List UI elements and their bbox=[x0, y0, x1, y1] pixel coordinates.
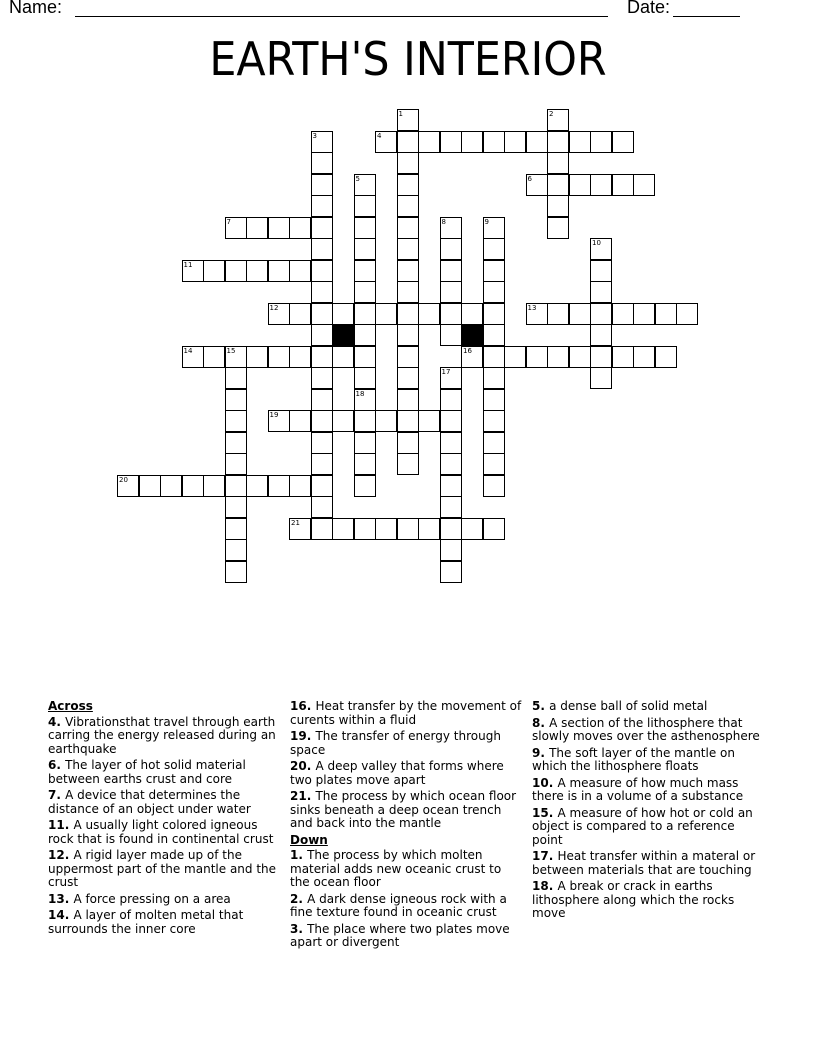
grid-cell[interactable] bbox=[418, 518, 440, 540]
clue-item bbox=[48, 909, 282, 936]
grid-cell[interactable] bbox=[526, 303, 548, 325]
clue-number-label: 1. bbox=[290, 848, 308, 862]
grid-cell[interactable] bbox=[311, 432, 333, 454]
clue-number-label: 11. bbox=[48, 818, 74, 832]
clue-text: A dark dense igneous rock with a fine texture found in oceanic crust bbox=[290, 891, 507, 919]
grid-cell[interactable] bbox=[440, 475, 462, 497]
grid-cell[interactable] bbox=[311, 281, 333, 303]
grid-cell[interactable] bbox=[354, 281, 376, 303]
grid-cell[interactable] bbox=[311, 496, 333, 518]
grid-cell[interactable] bbox=[225, 518, 247, 540]
grid-cell[interactable] bbox=[612, 303, 634, 325]
section-heading: Down bbox=[290, 832, 328, 847]
clue-text: The process by which ocean floor sinks beneath a deep ocean trench and back into the mantle bbox=[290, 789, 517, 830]
clue-number: 13 bbox=[527, 303, 537, 312]
grid-cell[interactable] bbox=[483, 238, 505, 260]
grid-cell[interactable] bbox=[397, 324, 419, 346]
clue-item bbox=[48, 759, 282, 786]
clue-text: The transfer of energy through space bbox=[290, 729, 501, 757]
grid-cell[interactable] bbox=[354, 518, 376, 540]
grid-cell[interactable] bbox=[569, 174, 591, 196]
grid-cell[interactable] bbox=[461, 346, 483, 368]
grid-cell[interactable] bbox=[311, 174, 333, 196]
grid-cell[interactable] bbox=[676, 303, 698, 325]
grid-cell[interactable] bbox=[483, 303, 505, 325]
grid-cell[interactable] bbox=[311, 217, 333, 239]
grid-cell[interactable] bbox=[397, 346, 419, 368]
grid-cell[interactable] bbox=[655, 346, 677, 368]
grid-cell[interactable] bbox=[354, 195, 376, 217]
black-cell bbox=[332, 324, 354, 346]
grid-cell[interactable] bbox=[590, 238, 612, 260]
clue-item bbox=[532, 880, 766, 921]
clue-item bbox=[290, 893, 524, 920]
grid-cell[interactable] bbox=[461, 303, 483, 325]
grid-cell[interactable] bbox=[483, 389, 505, 411]
grid-cell[interactable] bbox=[569, 303, 591, 325]
clue-number: 18 bbox=[355, 389, 365, 398]
grid-cell[interactable] bbox=[547, 109, 569, 131]
grid-cell[interactable] bbox=[354, 475, 376, 497]
grid-cell[interactable] bbox=[268, 260, 290, 282]
clue-text: Vibrationsthat travel through earth carring the energy released during an earthquake bbox=[48, 714, 276, 756]
grid-cell[interactable] bbox=[311, 195, 333, 217]
clue-number: 16 bbox=[463, 346, 472, 355]
grid-cell[interactable] bbox=[289, 475, 311, 497]
clue-number: 1 bbox=[398, 110, 403, 118]
grid-cell[interactable] bbox=[225, 496, 247, 518]
clue-text: A section of the lithosphere that slowly moves over the asthenosphere bbox=[532, 715, 760, 743]
clue-number-label: 12. bbox=[48, 848, 74, 862]
grid-cell[interactable] bbox=[311, 303, 333, 325]
grid-cell[interactable] bbox=[633, 346, 655, 368]
grid-cell[interactable] bbox=[440, 238, 462, 260]
clue-item bbox=[532, 777, 766, 804]
grid-cell[interactable] bbox=[332, 410, 354, 432]
clue-item bbox=[290, 790, 524, 831]
grid-cell[interactable] bbox=[440, 131, 462, 153]
grid-cell[interactable] bbox=[311, 410, 333, 432]
grid-cell[interactable] bbox=[440, 539, 462, 561]
grid-cell[interactable] bbox=[311, 389, 333, 411]
clue-item bbox=[532, 850, 766, 877]
clue-item bbox=[532, 717, 766, 744]
grid-cell[interactable] bbox=[354, 346, 376, 368]
grid-cell[interactable] bbox=[590, 281, 612, 303]
grid-cell[interactable] bbox=[225, 260, 247, 282]
grid-cell[interactable] bbox=[440, 367, 462, 389]
name-label: Name: bbox=[9, 0, 63, 17]
clue-number-label: 14. bbox=[48, 908, 74, 922]
grid-cell[interactable] bbox=[612, 174, 634, 196]
grid-cell[interactable] bbox=[332, 518, 354, 540]
grid-cell[interactable] bbox=[332, 303, 354, 325]
clue-number: 3 bbox=[312, 131, 317, 140]
clue-number-label: 4. bbox=[48, 714, 66, 729]
grid-cell[interactable] bbox=[590, 324, 612, 346]
clue-item bbox=[48, 789, 282, 816]
grid-cell[interactable] bbox=[440, 453, 462, 475]
grid-cell[interactable] bbox=[440, 432, 462, 454]
grid-cell[interactable] bbox=[483, 131, 505, 153]
grid-cell[interactable] bbox=[225, 367, 247, 389]
grid-cell[interactable] bbox=[397, 217, 419, 239]
grid-cell[interactable] bbox=[182, 260, 204, 282]
grid-cell[interactable] bbox=[418, 303, 440, 325]
grid-cell[interactable] bbox=[375, 410, 397, 432]
clue-column-3 bbox=[532, 700, 766, 924]
grid-cell[interactable] bbox=[225, 389, 247, 411]
grid-cell[interactable] bbox=[483, 217, 505, 239]
grid-cell[interactable] bbox=[397, 109, 419, 131]
grid-cell[interactable] bbox=[483, 518, 505, 540]
clue-text: A break or crack in earths lithosphere along which the rocks move bbox=[532, 879, 735, 920]
grid-cell[interactable] bbox=[590, 303, 612, 325]
grid-cell[interactable] bbox=[547, 217, 569, 239]
grid-cell[interactable] bbox=[440, 303, 462, 325]
grid-cell[interactable] bbox=[354, 367, 376, 389]
grid-cell[interactable] bbox=[397, 195, 419, 217]
grid-cell[interactable] bbox=[655, 303, 677, 325]
grid-cell[interactable] bbox=[440, 561, 462, 583]
clue-number: 19 bbox=[269, 411, 279, 419]
clue-item bbox=[48, 893, 282, 907]
clue-number-label: 8. bbox=[532, 715, 550, 730]
clue-text: A device that determines the distance of an object under water bbox=[48, 788, 251, 816]
clue-column-1 bbox=[48, 700, 282, 939]
clue-number: 10 bbox=[592, 239, 601, 247]
clue-number-label: 2. bbox=[290, 891, 308, 906]
grid-cell[interactable] bbox=[268, 410, 290, 432]
grid-cell[interactable] bbox=[311, 367, 333, 389]
clue-text: The place where two plates move apart or divergent bbox=[290, 921, 510, 949]
grid-cell[interactable] bbox=[354, 260, 376, 282]
clue-text: The layer of hot solid material between earths crust and core bbox=[48, 758, 246, 786]
grid-cell[interactable] bbox=[397, 152, 419, 174]
grid-cell[interactable] bbox=[633, 303, 655, 325]
clue-number: 14 bbox=[183, 346, 193, 355]
clue-number-label: 7. bbox=[48, 788, 66, 802]
grid-cell[interactable] bbox=[440, 410, 462, 432]
clue-item bbox=[532, 747, 766, 774]
clue-number: 15 bbox=[226, 346, 236, 355]
grid-cell[interactable] bbox=[268, 346, 290, 368]
grid-cell[interactable] bbox=[397, 432, 419, 454]
clue-number: 7 bbox=[226, 217, 231, 226]
page-title: EARTH'S INTERIOR bbox=[209, 32, 607, 86]
grid-cell[interactable] bbox=[590, 131, 612, 153]
clue-item bbox=[290, 923, 524, 950]
grid-cell[interactable] bbox=[397, 174, 419, 196]
grid-cell[interactable] bbox=[483, 475, 505, 497]
grid-cell[interactable] bbox=[225, 539, 247, 561]
grid-cell[interactable] bbox=[483, 432, 505, 454]
clue-item bbox=[290, 730, 524, 757]
grid-cell[interactable] bbox=[289, 518, 311, 540]
grid-cell[interactable] bbox=[225, 432, 247, 454]
clue-number: 20 bbox=[119, 475, 128, 484]
grid-cell[interactable] bbox=[633, 174, 655, 196]
grid-cell[interactable] bbox=[311, 260, 333, 282]
section-heading: Across bbox=[48, 699, 93, 713]
clue-number-label: 19. bbox=[290, 729, 316, 743]
grid-cell[interactable] bbox=[547, 195, 569, 217]
grid-cell[interactable] bbox=[504, 346, 526, 368]
grid-cell[interactable] bbox=[440, 217, 462, 239]
grid-cell[interactable] bbox=[289, 410, 311, 432]
grid-cell[interactable] bbox=[139, 475, 161, 497]
clue-number: 4 bbox=[377, 131, 382, 140]
grid-cell[interactable] bbox=[354, 410, 376, 432]
grid-cell[interactable] bbox=[289, 303, 311, 325]
grid-cell[interactable] bbox=[397, 131, 419, 153]
grid-cell[interactable] bbox=[354, 217, 376, 239]
grid-cell[interactable] bbox=[268, 217, 290, 239]
clue-number: 17 bbox=[441, 368, 451, 376]
grid-cell[interactable] bbox=[375, 131, 397, 153]
grid-cell[interactable] bbox=[246, 475, 268, 497]
grid-cell[interactable] bbox=[225, 217, 247, 239]
grid-cell[interactable] bbox=[311, 518, 333, 540]
grid-cell[interactable] bbox=[354, 238, 376, 260]
grid-cell[interactable] bbox=[440, 496, 462, 518]
clue-text: A usually light colored igneous rock that is found in continental crust bbox=[48, 818, 274, 846]
grid-cell[interactable] bbox=[483, 260, 505, 282]
grid-cell[interactable] bbox=[440, 281, 462, 303]
clue-number: 2 bbox=[549, 110, 554, 118]
grid-cell[interactable] bbox=[160, 475, 182, 497]
grid-cell[interactable] bbox=[225, 475, 247, 497]
grid-cell[interactable] bbox=[203, 346, 225, 368]
grid-cell[interactable] bbox=[182, 346, 204, 368]
grid-cell[interactable] bbox=[483, 281, 505, 303]
grid-cell[interactable] bbox=[289, 260, 311, 282]
grid-cell[interactable] bbox=[311, 475, 333, 497]
clue-column-2 bbox=[290, 700, 524, 953]
clue-text: a dense ball of solid metal bbox=[549, 699, 708, 713]
grid-cell[interactable] bbox=[397, 453, 419, 475]
grid-cell[interactable] bbox=[289, 346, 311, 368]
clue-number-label: 3. bbox=[290, 921, 308, 936]
grid-cell[interactable] bbox=[397, 389, 419, 411]
grid-cell[interactable] bbox=[203, 260, 225, 282]
grid-cell[interactable] bbox=[375, 303, 397, 325]
grid-cell[interactable] bbox=[203, 475, 225, 497]
grid-cell[interactable] bbox=[246, 260, 268, 282]
clue-text: The process by which molten material adds new oceanic crust to the ocean floor bbox=[290, 848, 502, 889]
grid-cell[interactable] bbox=[440, 518, 462, 540]
grid-cell[interactable] bbox=[547, 131, 569, 153]
grid-cell[interactable] bbox=[526, 131, 548, 153]
clue-number: 5 bbox=[355, 174, 360, 183]
clue-number-label: 16. bbox=[290, 699, 316, 713]
clue-number: 11 bbox=[183, 260, 193, 269]
grid-cell[interactable] bbox=[440, 260, 462, 282]
grid-cell[interactable] bbox=[612, 131, 634, 153]
grid-cell[interactable] bbox=[354, 324, 376, 346]
grid-cell[interactable] bbox=[526, 346, 548, 368]
grid-cell[interactable] bbox=[268, 303, 290, 325]
grid-cell[interactable] bbox=[590, 260, 612, 282]
grid-cell[interactable] bbox=[569, 346, 591, 368]
clue-text: A measure of how hot or cold an object is compared to a reference point bbox=[532, 805, 753, 847]
clue-number: 21 bbox=[291, 518, 300, 527]
grid-cell[interactable] bbox=[612, 346, 634, 368]
clue-text: Heat transfer by the movement of curents within a fluid bbox=[290, 699, 522, 727]
clue-number-label: 9. bbox=[532, 745, 550, 760]
grid-cell[interactable] bbox=[483, 324, 505, 346]
grid-cell[interactable] bbox=[289, 217, 311, 239]
clue-number-label: 18. bbox=[532, 879, 558, 893]
grid-cell[interactable] bbox=[311, 453, 333, 475]
clue-text: A force pressing on a area bbox=[73, 891, 231, 906]
grid-cell[interactable] bbox=[547, 174, 569, 196]
grid-cell[interactable] bbox=[547, 303, 569, 325]
grid-cell[interactable] bbox=[354, 432, 376, 454]
grid-cell[interactable] bbox=[397, 303, 419, 325]
grid-cell[interactable] bbox=[182, 475, 204, 497]
grid-cell[interactable] bbox=[354, 389, 376, 411]
clue-number: 9 bbox=[484, 217, 489, 226]
black-cell bbox=[461, 324, 483, 346]
clue-item bbox=[48, 716, 282, 757]
grid-cell[interactable] bbox=[354, 453, 376, 475]
grid-cell[interactable] bbox=[354, 174, 376, 196]
grid-cell[interactable] bbox=[590, 367, 612, 389]
grid-cell[interactable] bbox=[397, 410, 419, 432]
grid-cell[interactable] bbox=[225, 410, 247, 432]
clue-item bbox=[48, 819, 282, 846]
grid-cell[interactable] bbox=[311, 346, 333, 368]
grid-cell[interactable] bbox=[397, 260, 419, 282]
clue-text: A layer of molten metal that surrounds the inner core bbox=[48, 908, 244, 936]
clue-item bbox=[532, 700, 766, 714]
grid-cell[interactable] bbox=[268, 475, 290, 497]
grid-cell[interactable] bbox=[590, 346, 612, 368]
clue-number-label: 20. bbox=[290, 759, 316, 773]
clue-number-label: 10. bbox=[532, 775, 558, 790]
grid-cell[interactable] bbox=[375, 518, 397, 540]
grid-cell[interactable] bbox=[246, 346, 268, 368]
clue-text: A measure of how much mass there is in a volume of a substance bbox=[532, 775, 744, 803]
grid-cell[interactable] bbox=[397, 281, 419, 303]
grid-cell[interactable] bbox=[246, 217, 268, 239]
clue-text: A deep valley that forms where two plates move apart bbox=[290, 759, 504, 787]
clue-item bbox=[532, 807, 766, 848]
grid-cell[interactable] bbox=[117, 475, 139, 497]
grid-cell[interactable] bbox=[311, 152, 333, 174]
clue-item bbox=[290, 700, 524, 727]
clue-number-label: 6. bbox=[48, 758, 66, 772]
grid-cell[interactable] bbox=[397, 238, 419, 260]
grid-cell[interactable] bbox=[225, 561, 247, 583]
clue-number-label: 13. bbox=[48, 891, 74, 906]
clue-number-label: 5. bbox=[532, 699, 550, 713]
grid-cell[interactable] bbox=[504, 131, 526, 153]
date-label: Date: bbox=[627, 0, 671, 17]
grid-cell[interactable] bbox=[311, 131, 333, 153]
grid-cell[interactable] bbox=[483, 346, 505, 368]
grid-cell[interactable] bbox=[418, 131, 440, 153]
clue-text: A rigid layer made up of the uppermost part of the mantle and the crust bbox=[48, 848, 277, 889]
grid-cell[interactable] bbox=[483, 410, 505, 432]
grid-cell[interactable] bbox=[569, 131, 591, 153]
grid-cell[interactable] bbox=[418, 410, 440, 432]
grid-cell[interactable] bbox=[547, 152, 569, 174]
grid-cell[interactable] bbox=[526, 174, 548, 196]
grid-cell[interactable] bbox=[354, 303, 376, 325]
clue-text: The soft layer of the mantle on which the lithosphere floats bbox=[532, 745, 735, 773]
clue-number-label: 21. bbox=[290, 789, 316, 803]
grid-cell[interactable] bbox=[225, 453, 247, 475]
grid-cell[interactable] bbox=[461, 518, 483, 540]
grid-cell[interactable] bbox=[483, 367, 505, 389]
grid-cell[interactable] bbox=[547, 346, 569, 368]
grid-cell[interactable] bbox=[483, 453, 505, 475]
grid-cell[interactable] bbox=[332, 346, 354, 368]
grid-cell[interactable] bbox=[311, 238, 333, 260]
clue-item bbox=[290, 849, 524, 890]
clue-item bbox=[48, 849, 282, 890]
grid-cell[interactable] bbox=[590, 174, 612, 196]
grid-cell[interactable] bbox=[461, 131, 483, 153]
clue-text: Heat transfer within a materal or between materials that are touching bbox=[532, 849, 756, 877]
grid-cell[interactable] bbox=[397, 518, 419, 540]
clue-number-label: 15. bbox=[532, 805, 558, 820]
grid-cell[interactable] bbox=[311, 324, 333, 346]
clue-item bbox=[290, 760, 524, 787]
grid-cell[interactable] bbox=[397, 367, 419, 389]
clue-number-label: 17. bbox=[532, 849, 558, 863]
grid-cell[interactable] bbox=[440, 324, 462, 346]
grid-cell[interactable] bbox=[440, 389, 462, 411]
clue-number: 12 bbox=[269, 303, 279, 312]
grid-cell[interactable] bbox=[225, 346, 247, 368]
clue-number: 8 bbox=[441, 217, 446, 226]
clue-number: 6 bbox=[527, 174, 532, 183]
